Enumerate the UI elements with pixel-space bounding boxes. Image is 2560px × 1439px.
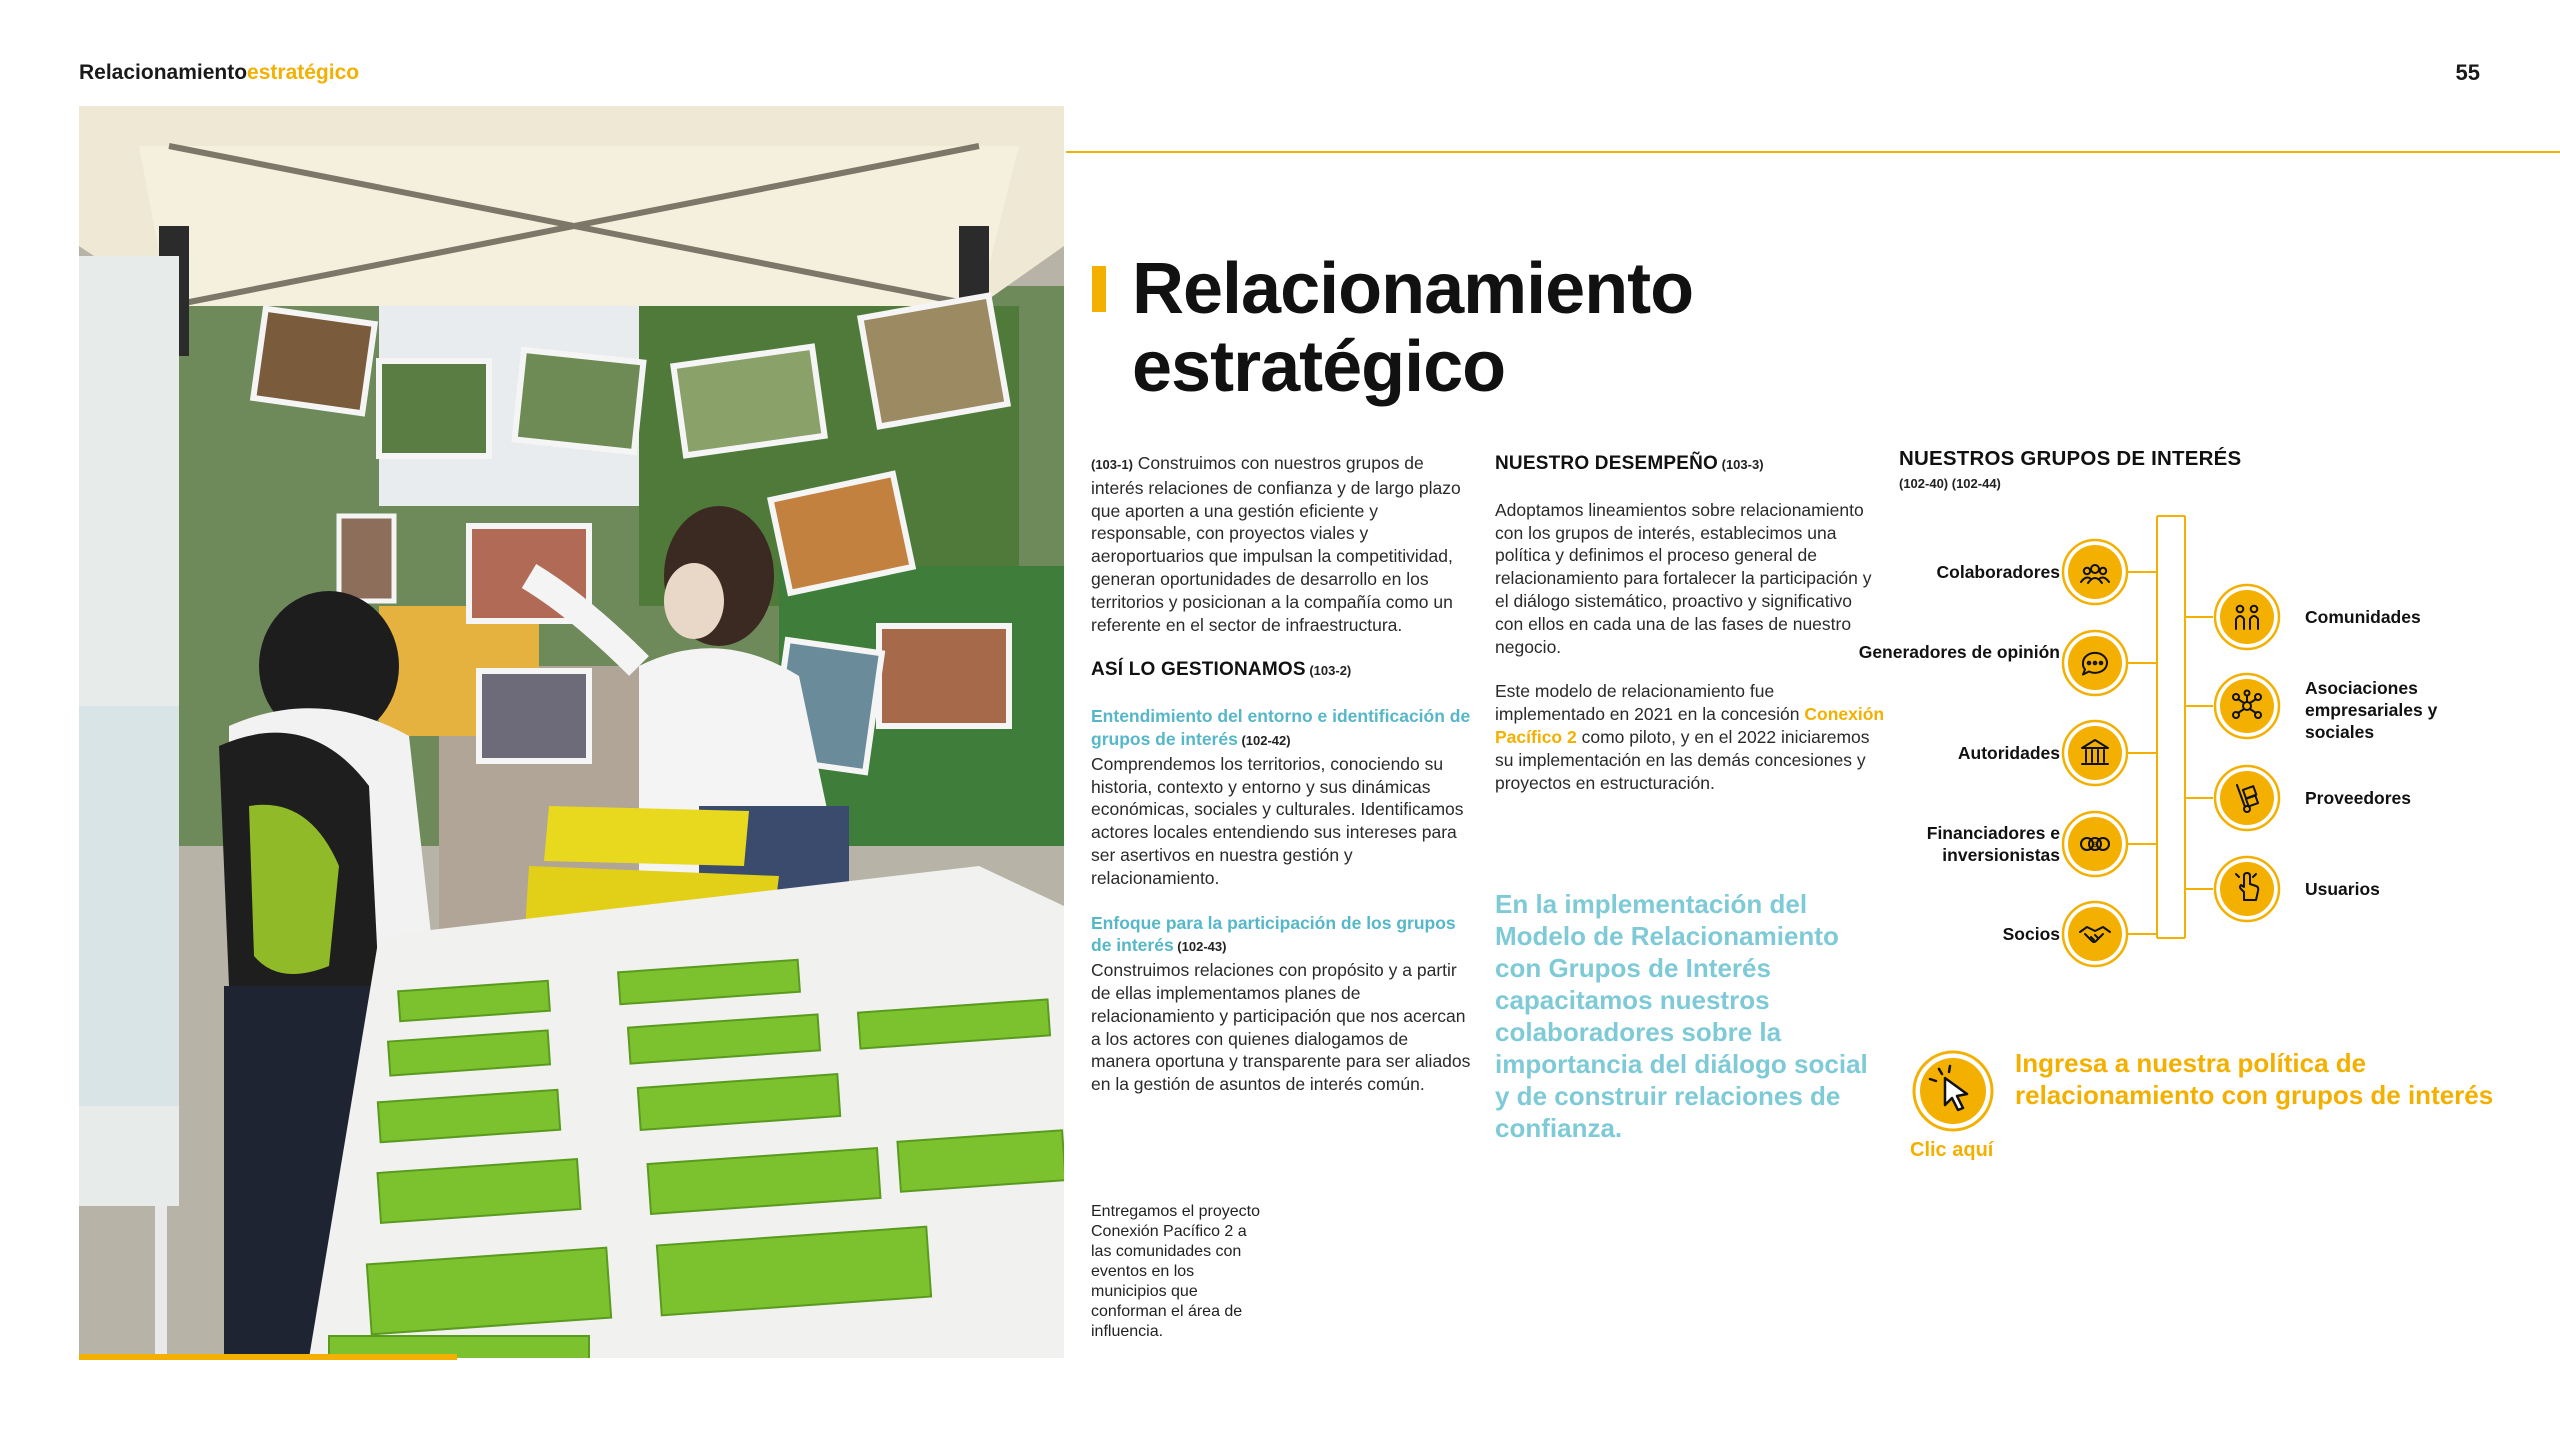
sub2-code: (102-43)	[1173, 939, 1227, 955]
pull-quote: En la implementación del Modelo de Relacionamiento con Grupos de Interés capacitamos nuestros colaboradores sobre la importancia del diálogo social y de construir relaciones de confianza.	[1495, 889, 1868, 1143]
sub1-code: (102-42)	[1237, 732, 1291, 748]
people-group-icon	[2061, 538, 2129, 606]
hand-truck-icon	[2213, 764, 2281, 832]
event-photo	[79, 106, 1064, 1358]
gestion-heading-text: ASÍ LO GESTIONAMOS	[1091, 659, 1306, 681]
header-divider	[1066, 151, 2560, 153]
network-icon	[2213, 672, 2281, 740]
gestion-heading	[1091, 658, 1471, 683]
desempeno-p2-a: Este modelo de relacionamiento fue implementado en 2021 en la concesión	[1495, 681, 1805, 725]
coins-icon	[2061, 810, 2129, 878]
desempeno-p2-highlight: Conexión Pacífico 2	[1495, 704, 1885, 747]
sub2-text: Construimos relaciones con propósito y a partir de ellas implementamos planes de relacionamiento y participación que nos acercan a los actores con quienes dialogamos de manera oportuna y transparente para ser aliados en la gestión de asuntos de interés común.	[1091, 960, 1471, 1095]
title-accent-bar	[1092, 266, 1106, 312]
sub1-title: Entendimiento del entorno e identificación de grupos de interés	[1091, 706, 1471, 749]
desempeno-heading	[1495, 452, 1885, 477]
community-icon	[2213, 583, 2281, 651]
intro-paragraph	[1091, 452, 1471, 636]
stakeholders-diagram	[1858, 500, 2535, 1000]
sub2-paragraph	[1091, 912, 1471, 1096]
policy-link-icon[interactable]	[1912, 1050, 1994, 1132]
column-grupos	[1899, 448, 2319, 496]
sub1-paragraph	[1091, 705, 1471, 889]
clic-aqui-link[interactable]: Clic aquí	[1910, 1139, 1994, 1161]
svg-text:$: $	[2093, 842, 2097, 849]
page-number: 55	[2455, 60, 2480, 85]
header-section-a: Relacionamiento	[79, 61, 248, 84]
column-gestion	[1091, 452, 1471, 1096]
desempeno-p2	[1495, 680, 1885, 794]
stakeholder-label: Generadores de opinión	[1858, 642, 2060, 662]
stakeholder-label: Usuarios	[2305, 879, 2380, 899]
stakeholder-label: Colaboradores	[1936, 562, 2060, 582]
policy-link-text[interactable]: Ingresa a nuestra política de relacionamiento con grupos de interés	[2015, 1048, 2494, 1110]
page-title	[1132, 250, 1693, 406]
sub1-text: Comprendemos los territorios, conociendo su historia, contexto y entorno y sus dinámicas económicas, sociales y culturales. Identificamos actores locales entendiendo sus intereses para ser asertivos en nuestra gestión y relacionamiento.	[1091, 753, 1464, 888]
grupos-codes: (102-40) (102-44)	[1899, 475, 2001, 491]
speech-bubble-icon	[2061, 629, 2129, 697]
photo-accent-bar	[79, 1354, 457, 1360]
stakeholder-label: Socios	[2002, 924, 2060, 944]
grupos-heading: NUESTROS GRUPOS DE INTERÉS	[1899, 447, 2242, 470]
intro-code: (103-1)	[1091, 457, 1133, 472]
handshake-icon	[2061, 900, 2129, 968]
desempeno-heading-code: (103-3)	[1718, 457, 1764, 472]
gestion-heading-code: (103-2)	[1305, 663, 1352, 679]
desempeno-p1: Adoptamos lineamientos sobre relacionamiento con los grupos de interés, establecimos una política y definimos el proceso general de relacionamiento para fortalecer la participación y el diálogo sistemático, proactivo y significativo con ellos en cada una de las fases de nuestro negocio.	[1495, 499, 1872, 657]
intro-text: Construimos con nuestros grupos de interés relaciones de confianza y de largo plazo que aporten a una gestión eficiente y responsable, con proyectos viales y aeroportuarios que impulsan la competitividad, generan oportunidades de desarrollo en los territorios y posicionan a la compañía como un referente en el sector de infraestructura.	[1091, 453, 1461, 635]
stakeholder-label: Proveedores	[2305, 788, 2412, 808]
government-building-icon	[2061, 719, 2129, 787]
page-title-line2: estratégico	[1132, 327, 1506, 407]
stakeholder-label: Financiadores e inversionistas	[1926, 823, 2060, 865]
stakeholder-label: Autoridades	[1957, 743, 2060, 763]
photo-caption: Entregamos el proyecto Conexión Pacífico 2 a las comunidades con eventos en los municipios que conforman el área de influencia.	[1091, 1203, 1260, 1340]
sub2-title: Enfoque para la participación de los grupos de interés	[1091, 912, 1456, 956]
desempeno-p2-b: como piloto, y en el 2022 iniciaremos su implementación en las demás concesiones y proyectos en estructuración.	[1495, 726, 1870, 793]
column-desempeno	[1495, 452, 1885, 794]
header-section-b: estratégico	[247, 61, 360, 84]
stakeholder-label: Comunidades	[2305, 607, 2421, 627]
hand-pointer-icon	[2213, 855, 2281, 923]
desempeno-heading-text: NUESTRO DESEMPEÑO	[1495, 453, 1718, 474]
stakeholder-label: Asociaciones empresariales y sociales	[2305, 678, 2438, 742]
page-title-line1: Relacionamiento	[1132, 249, 1694, 329]
running-header	[79, 61, 359, 85]
